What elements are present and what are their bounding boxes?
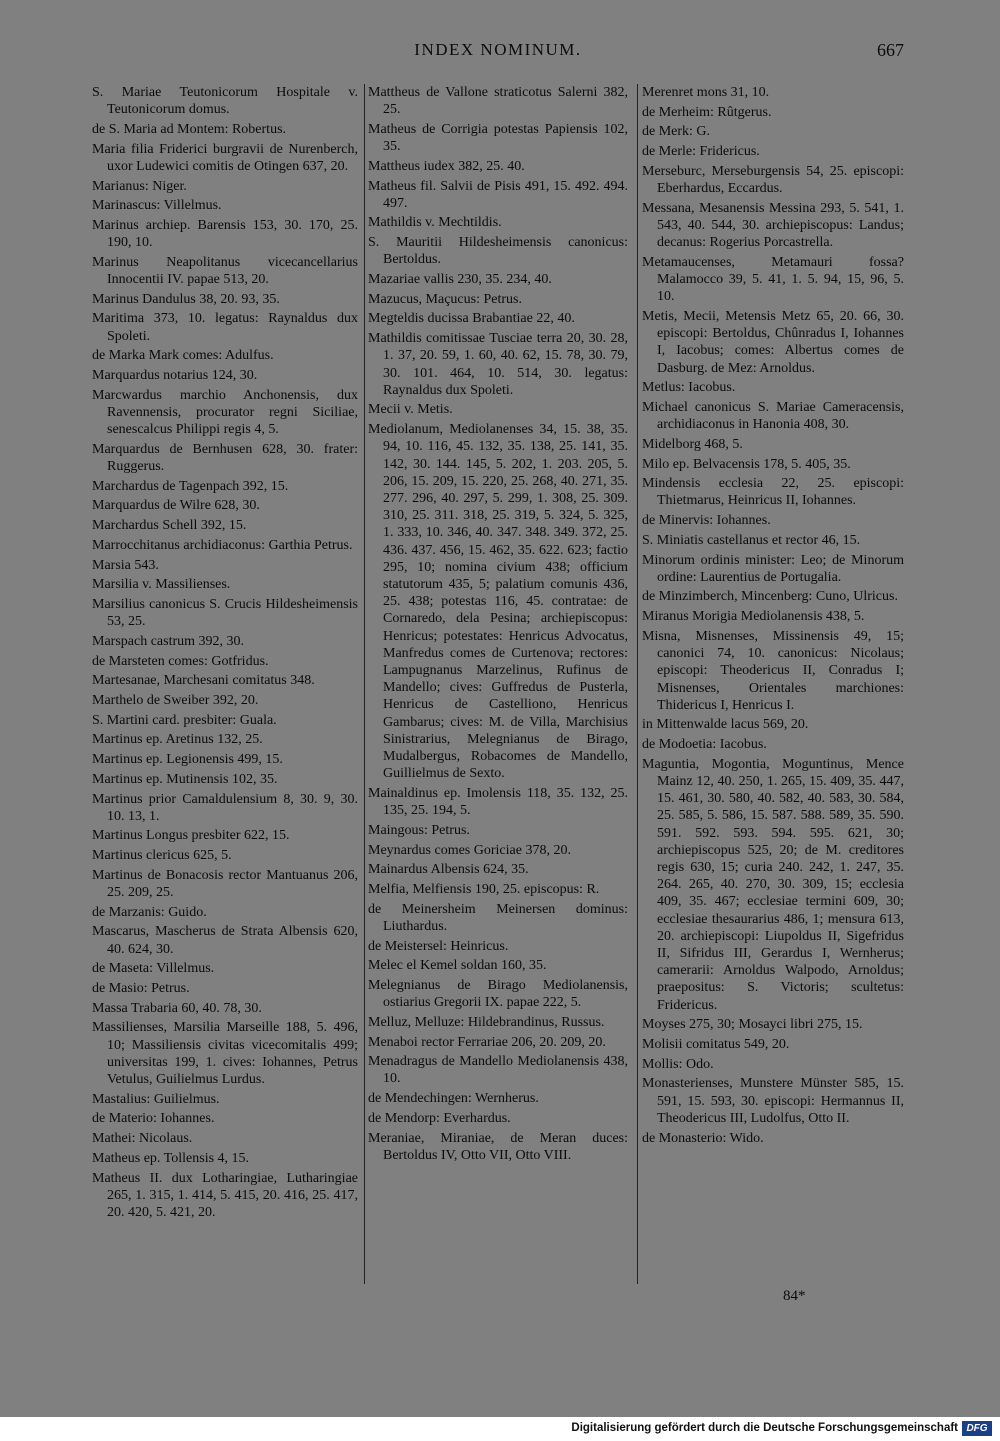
index-entry: Marspach castrum 392, 30.: [92, 633, 245, 649]
page-title: INDEX NOMINUM.: [414, 40, 582, 59]
index-entry: Marinus Neapolitanus vicecancellarius Innocentii IV. papae 513, 20.: [92, 254, 358, 288]
index-entry: de Marsteten comes: Gotfridus.: [92, 653, 269, 669]
index-entry: de Monasterio: Wido.: [642, 1130, 764, 1146]
index-entry: Martesanae, Marchesani comitatus 348.: [92, 673, 315, 689]
index-entry: de Maseta: Villelmus.: [92, 961, 215, 977]
index-entry: Matheus fil. Salvii de Pisis 491, 15. 492. 494. 497.: [368, 178, 628, 211]
index-entry: Melegnianus de Birago Mediolanensis, ostiarius Gregorii IX. papae 222, 5.: [368, 977, 628, 1011]
index-entry: Menaboi rector Ferrariae 206, 20. 209, 20.: [368, 1034, 606, 1050]
index-entry: Maria filia Friderici burgravii de Nurenberch, uxor Ludewici comitis de Otingen 637, 20.: [92, 141, 358, 174]
index-entry: Massa Trabaria 60, 40. 78, 30.: [92, 1000, 262, 1016]
index-entry: Martinus ep. Mutinensis 102, 35.: [92, 771, 278, 787]
index-entry: de Mendechingen: Wernherus.: [368, 1091, 539, 1107]
index-entry: de Meinersheim Meinersen dominus: Liuthardus.: [368, 901, 628, 934]
index-entry: Meraniae, Miraniae, de Meran duces: Bertoldus IV, Otto VII, Otto VIII.: [368, 1130, 628, 1163]
dfg-logo-icon: DFG: [962, 1421, 992, 1436]
index-entry: Mathildis v. Mechtildis.: [368, 215, 502, 231]
index-entry: Martinus de Bonacosis rector Mantuanus 206, 25. 209, 25.: [92, 867, 358, 901]
index-entry: Melluz, Melluze: Hildebrandinus, Russus.: [368, 1014, 605, 1030]
index-entry: Marinus archiep. Barensis 153, 30. 170, 25. 190, 10.: [92, 217, 358, 251]
index-entry: Matheus ep. Tollensis 4, 15.: [92, 1150, 250, 1166]
index-entry: Mathildis comitissae Tusciae terra 20, 30. 28, 1. 37, 20. 59, 1. 60, 40. 62, 15. 78, 30. 79, 30. 101. 464, 10. 514, 30. legatus: Raynaldus dux Spoleti.: [368, 331, 628, 398]
index-entry: Matheus de Corrigia potestas Papiensis 102, 35.: [368, 121, 628, 155]
index-entry: de Merheim: Rûtgerus.: [642, 104, 772, 120]
index-entry: Marquardus de Bernhusen 628, 30. frater: Ruggerus.: [92, 441, 358, 475]
index-entry: S. Mauritii Hildesheimensis canonicus: Bertoldus.: [368, 235, 628, 268]
index-entry: Marthelo de Sweiber 392, 20.: [92, 693, 259, 708]
index-columns: [92, 84, 904, 1284]
index-entry: Melfia, Melfiensis 190, 25. episcopus: R.: [368, 881, 600, 897]
index-entry: Mainardus Albensis 624, 35.: [368, 862, 529, 878]
index-entry: Maingous: Petrus.: [368, 822, 470, 838]
index-entry: Moyses 275, 30; Mosayci libri 275, 15.: [642, 1017, 863, 1033]
index-entry: Marsilia v. Massilienses.: [92, 577, 231, 593]
index-entry: Martinus Longus presbiter 622, 15.: [92, 828, 290, 844]
index-entry: Marrocchitanus archidiaconus: Garthia Petrus.: [92, 537, 353, 553]
index-entry: Martinus ep. Legionensis 499, 15.: [92, 752, 283, 768]
index-entry: Matheus II. dux Lotharingiae, Lutharingiae 265, 1. 315, 1. 414, 5. 415, 20. 416, 25. 417, 20. 420, 5. 421, 20.: [92, 1170, 358, 1220]
index-entry: Minorum ordinis minister: Leo; de Minorum ordine: Laurentius de Portugalia.: [642, 552, 904, 585]
index-entry: de Merle: Fridericus.: [642, 144, 760, 160]
index-entry: de Marzanis: Guido.: [92, 904, 207, 920]
index-entry: Menadragus de Mandello Mediolanensis 438, 10.: [368, 1054, 628, 1087]
index-entry: Mecii v. Metis.: [368, 402, 453, 418]
index-entry: Marinus Dandulus 38, 20. 93, 35.: [92, 291, 280, 307]
index-entry: de Materio: Iohannes.: [92, 1111, 215, 1127]
index-entry: Monasterienses, Munstere Münster 585, 15. 591, 15. 593, 30. episcopi: Hermannus II, Theodericus III, Ludolfus, Otto II.: [642, 1076, 904, 1126]
index-column-1: [92, 84, 358, 1284]
index-entry: Metis, Mecii, Metensis Metz 65, 20. 66, 30. episcopi: Bertoldus, Chûnradus I, Iohannes I, Iacobus; comes: Albertus comes de Dasburg. de Mez: Arnoldus.: [642, 308, 904, 376]
index-entry: Marinascus: Villelmus.: [92, 198, 222, 214]
index-entry: Mindensis ecclesia 22, 25. episcopi: Thietmarus, Heinricus II, Iohannes.: [642, 476, 904, 509]
index-entry: Mathei: Nicolaus.: [92, 1131, 193, 1147]
index-entry: de Minervis: Iohannes.: [642, 513, 771, 529]
index-entry: Miranus Morigia Mediolanensis 438, 5.: [642, 609, 865, 625]
index-entry: Maritima 373, 10. legatus: Raynaldus dux Spoleti.: [92, 311, 358, 344]
index-entry: in Mittenwalde lacus 569, 20.: [642, 717, 809, 733]
index-entry: Maguntia, Mogontia, Moguntinus, Mence Mainz 12, 40. 250, 1. 265, 15. 409, 35. 447, 15. 461, 30. 580, 40. 582, 40. 583, 30. 584, 25. 585, 5. 586, 15. 587. 588. 589, 35. 590. 591. 592. 593. 594. 595. 621, 30; archiepiscopus 525, 20; de M. creditores regis 630, 15; curia 240. 242, 1. 247, 35. 264. 265, 40. 270, 30. 309, 15; ecclesia 409, 35. 467; ecclesiae termini 609, 30; ecclesiae thesaurarius 486, 1; mensura 613, 20. archiepiscopi: Liupoldus II, Sigefridus II, Sifridus III, Gerardus I, Wernherus; camerarii: Arnoldus Walpodo, Arnoldus; praepositus: S. Victoris; scultetus: Fridericus.: [642, 756, 904, 1013]
index-entry: Melec el Kemel soldan 160, 35.: [368, 958, 547, 974]
index-entry: Marchardus de Tagenpach 392, 15.: [92, 478, 289, 494]
index-entry: Michael canonicus S. Mariae Cameracensis, archidiaconus in Hanonia 408, 30.: [642, 399, 904, 433]
index-entry: Milo ep. Belvacensis 178, 5. 405, 35.: [642, 456, 851, 472]
column-divider-2: [637, 84, 638, 1284]
index-entry: Metlus: Iacobus.: [642, 380, 736, 396]
index-entry: Marquardus de Wilre 628, 30.: [92, 498, 260, 514]
index-entry: Marianus: Niger.: [92, 178, 187, 194]
index-entry: S. Mariae Teutonicorum Hospitale v. Teutonicorum domus.: [92, 85, 358, 118]
index-entry: de Minzimberch, Mincenberg: Cuno, Ulricus.: [642, 589, 898, 605]
funding-text: Digitalisierung gefördert durch die Deutsche Forschungsgemeinschaft: [571, 1422, 958, 1434]
index-entry: de Merk: G.: [642, 124, 711, 140]
index-entry: de Meistersel: Heinricus.: [368, 938, 509, 954]
index-entry: Merseburc, Merseburgensis 54, 25. episcopi: Eberhardus, Eccardus.: [642, 163, 904, 197]
index-entry: Marquardus notarius 124, 30.: [92, 368, 258, 384]
index-entry: de S. Maria ad Montem: Robertus.: [92, 121, 287, 137]
signature-mark: 84*: [783, 1288, 806, 1304]
page-number: 667: [877, 40, 904, 60]
index-entry: Megteldis ducissa Brabantiae 22, 40.: [368, 311, 575, 327]
index-entry: de Modoetia: Iacobus.: [642, 737, 767, 753]
index-entry: Mollis: Odo.: [642, 1056, 714, 1072]
index-entry: Mattheus de Vallone straticotus Salerni 382, 25.: [368, 85, 628, 118]
index-entry: Meynardus comes Goriciae 378, 20.: [368, 842, 571, 858]
index-entry: Marsia 543.: [92, 557, 159, 573]
index-entry: Metamaucenses, Metamauri fossa? Malamocco 39, 5. 41, 1. 5. 94, 15, 96, 5. 10.: [642, 254, 904, 305]
index-entry: Mainaldinus ep. Imolensis 118, 35. 132, 25. 135, 25. 194, 5.: [368, 785, 628, 819]
index-entry: Mastalius: Guilielmus.: [92, 1091, 220, 1107]
index-entry: Merenret mons 31, 10.: [642, 85, 770, 100]
index-entry: Molisii comitatus 549, 20.: [642, 1037, 790, 1053]
index-entry: Martinus prior Camaldulensium 8, 30. 9, 30. 10. 13, 1.: [92, 791, 358, 824]
index-entry: Misna, Misnenses, Missinensis 49, 15; canonici 74, 10. canonicus: Nicolaus; episcopi: Theodericus II, Conradus I; Misnenses, Orientales marchiones: Thidericus I, Henricus I.: [642, 628, 904, 713]
index-entry: Mazucus, Maçucus: Petrus.: [368, 291, 522, 307]
funding-footer: [0, 1417, 1000, 1441]
index-entry: Martinus clericus 625, 5.: [92, 848, 232, 864]
page-header: [92, 40, 904, 66]
index-entry: de Masio: Petrus.: [92, 981, 190, 997]
index-entry: Massilienses, Marsilia Marseille 188, 5. 496, 10; Massiliensis civitas vicecomitalis 499; universitas 199, 1. cives: Iohannes, Petrus Vetulus, Guilielmus Lurdus.: [92, 1020, 358, 1088]
index-entry: Marchardus Schell 392, 15.: [92, 518, 247, 534]
index-entry: Marcwardus marchio Anchonensis, dux Ravennensis, procurator regni Siciliae, senescalcus Philippi regis 4, 5.: [92, 387, 358, 438]
index-column-2: [368, 84, 628, 1284]
index-entry: Mascarus, Mascherus de Strata Albensis 620, 40. 624, 30.: [92, 924, 358, 957]
index-entry: Martinus ep. Aretinus 132, 25.: [92, 732, 263, 748]
index-entry: S. Miniatis castellanus et rector 46, 15.: [642, 532, 861, 548]
index-entry: Mazariae vallis 230, 35. 234, 40.: [368, 272, 552, 288]
index-entry: Midelborg 468, 5.: [642, 436, 743, 452]
column-divider-1: [364, 84, 365, 1284]
index-entry: Messana, Mesanensis Messina 293, 5. 541, 1. 543, 40. 544, 30. archiepiscopus: Landus; decanus: Rogerius Porcastrella.: [642, 200, 904, 251]
index-entry: de Marka Mark comes: Adulfus.: [92, 348, 274, 364]
index-entry: Mattheus iudex 382, 25. 40.: [368, 158, 525, 174]
index-entry: de Mendorp: Everhardus.: [368, 1110, 511, 1126]
index-entry: Marsilius canonicus S. Crucis Hildesheimensis 53, 25.: [92, 596, 358, 630]
index-column-3: [642, 84, 904, 1284]
index-entry: Mediolanum, Mediolanenses 34, 15. 38, 35. 94, 10. 116, 45. 132, 35. 138, 25. 141, 35. 142, 30. 144. 145, 5. 202, 1. 203. 205, 5. 206, 15. 209, 15. 220, 25. 268, 40. 271, 35. 277. 296, 40. 297, 5. 299, 1. 308, 25. 309. 310, 25. 311. 318, 25. 319, 5. 324, 5. 325, 1. 333, 10. 346, 40. 347. 348. 349. 372, 25. 436. 437. 456, 15. 462, 35. 622. 623; factio 295, 10; nomina civium 438; officium statutorum 435, 5; palatium comunis 436, 25. 438; potestas 116, 45. contratae: de Cornaredo, dela Pesina; archiepiscopus: Henricus; potestates: Henricus Advocatus, Manfredus comes de Curtenova; rectores: Lampugnanus Marzelinus, Rufinus de Mandello; cives: Guffredus de Pusterla, Henricus de Castelliono, Henricus Gambarus; cives: M. de Villa, Marchisius Sinistrarius, Melegnianus de Birago, Mudalbergus, Robacomes de Mandello, Guillielmus de Sexto.: [368, 422, 628, 782]
index-entry: S. Martini card. presbiter: Guala.: [92, 712, 277, 728]
